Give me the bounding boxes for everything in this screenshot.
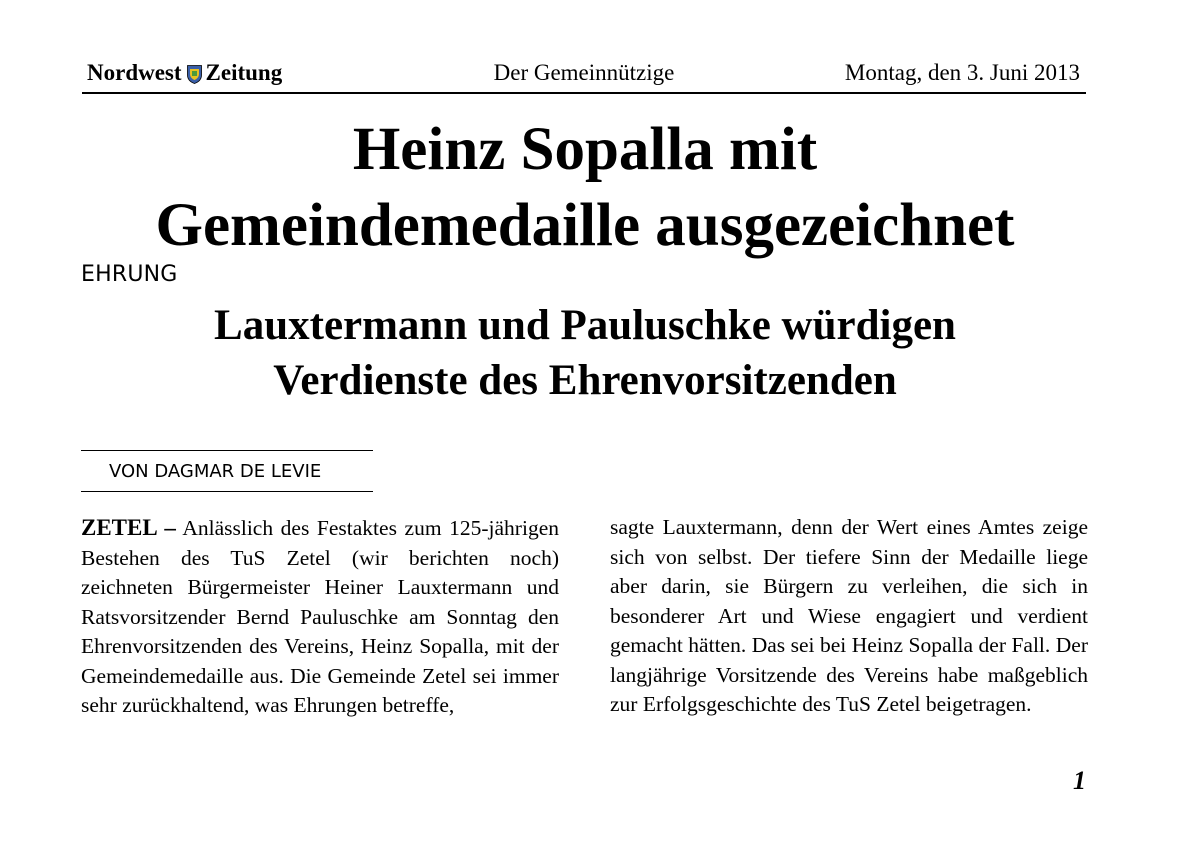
subheadline-line-2: Verdienste des Ehrenvorsitzenden	[273, 357, 897, 404]
brand-name-right: Zeitung	[205, 60, 283, 85]
headline-line-2: Gemeindemedaille ausgezeichnet	[155, 192, 1015, 259]
masthead	[82, 56, 1086, 94]
issue-date: Montag, den 3. Juni 2013	[844, 60, 1080, 85]
subheadline-line-1: Lauxtermann und Pauluschke würdigen	[214, 302, 956, 349]
headline	[60, 112, 1110, 264]
page-number: 1	[1073, 766, 1086, 795]
article-column-1	[81, 513, 559, 721]
brand-name-left: Nordwest	[87, 60, 182, 85]
byline-box	[81, 450, 373, 492]
subheadline	[60, 298, 1110, 408]
body-text-column-1: Anlässlich des Festaktes zum 125-jährigen Bestehen des TuS Zetel (wir berichten noch) zeichneten Bürgermeister Heiner Lauxtermann und Ratsvorsitzender Bernd Pauluschke am Sonntag den Ehrenvorsitzenden des Vereins, Heinz Sopalla, mit der Gemeindemedaille aus. Die Gemeinde Zetel sei immer sehr zurückhaltend, was Ehrungen betreffe,	[81, 516, 559, 717]
section-title: Der Gemeinnützige	[493, 60, 675, 85]
article-column-2	[610, 513, 1088, 720]
dateline: ZETEL –	[81, 515, 176, 540]
kicker: EHRUNG	[81, 262, 178, 287]
byline: VON DAGMAR DE LEVIE	[109, 461, 322, 482]
headline-line-1: Heinz Sopalla mit	[352, 116, 818, 183]
body-text-column-2: sagte Lauxtermann, denn der Wert eines Amtes zeige sich von selbst. Der tiefere Sinn der Medaille liege aber darin, sie Bürgern zu verleihen, die sich in besonderer Art und Wiese engagiert und verdient gemacht hätten. Das sei bei Heinz Sopalla der Fall. Der langjährige Vorsitzende des Vereins habe maßgeblich zur Erfolgsgeschichte des TuS Zetel beigetragen.	[610, 515, 1088, 716]
